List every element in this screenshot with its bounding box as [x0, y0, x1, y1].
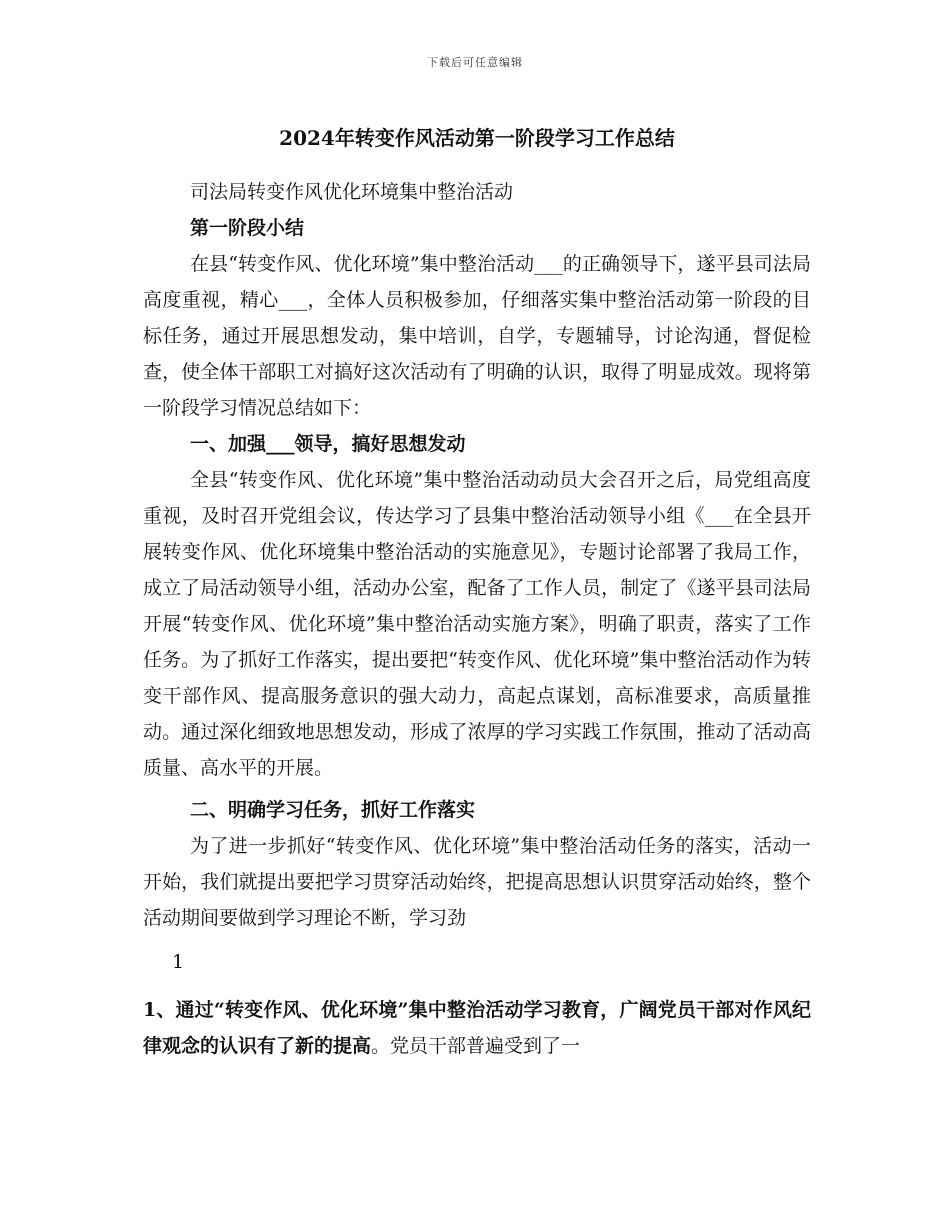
intro-paragraph: 在县“转变作风、优化环境”集中整治活动___的正确领导下，遂平县司法局高度重视，精心___，全体人员积极参加，仔细落实集中整治活动第一阶段的目标任务，通过开展思想发动，集中培训，自学，专题辅导，讨论沟通，督促检查，使全体干部职工对搞好这次活动有了明确的认识，取得了明显成效。现将第一阶段学习情况总结如下：: [143, 253, 811, 419]
page-number: 1: [172, 951, 185, 973]
section0-heading: 第一阶段小结: [190, 217, 305, 239]
page-header-note: 下载后可任意编辑: [427, 56, 523, 69]
document-subtitle: 司法局转变作风优化环境集中整治活动: [190, 181, 514, 203]
section2-heading: 二、明确学习任务，抓好工作落实: [190, 799, 476, 821]
section1-heading: 一、加强___领导，搞好思想发动: [190, 433, 466, 455]
point1-paragraph: [143, 992, 811, 1064]
document-body: [143, 118, 811, 1064]
section1-paragraph: 全县“转变作风、优化环境”集中整治活动动员大会召开之后，局党组高度重视，及时召开党组会议，传达学习了县集中整治活动领导小组《___在全县开展转变作风、优化环境集中整治活动的实施意见》，专题讨论部署了我局工作，成立了局活动领导小组，活动办公室，配备了工作人员，制定了《遂平县司法局开展“转变作风、优化环境”集中整治活动实施方案》，明确了职责，落实了工作任务。为了抓好工作落实，提出要把“转变作风、优化环境”集中整治活动作为转变干部作风、提高服务意识的强大动力，高起点谋划，高标准要求，高质量推动。通过深化细致地思想发动，形成了浓厚的学习实践工作氛围，推动了活动高质量、高水平的开展。: [143, 469, 811, 779]
point1-bold-text: 1、通过“转变作风、优化环境”集中整治活动学习教育，广阔党员干部对作风纪律观念的认识有了新的提高: [143, 999, 811, 1057]
section2-paragraph: 为了进一步抓好“转变作风、优化环境”集中整治活动任务的落实，活动一开始，我们就提出要把学习贯穿活动始终，把提高思想认识贯穿活动始终，整个活动期间要做到学习理论不断，学习劲: [143, 835, 811, 929]
document-title: 2024年转变作风活动第一阶段学习工作总结: [279, 126, 675, 150]
point1-rest-text: 。党员干部普遍受到了一: [371, 1035, 581, 1057]
